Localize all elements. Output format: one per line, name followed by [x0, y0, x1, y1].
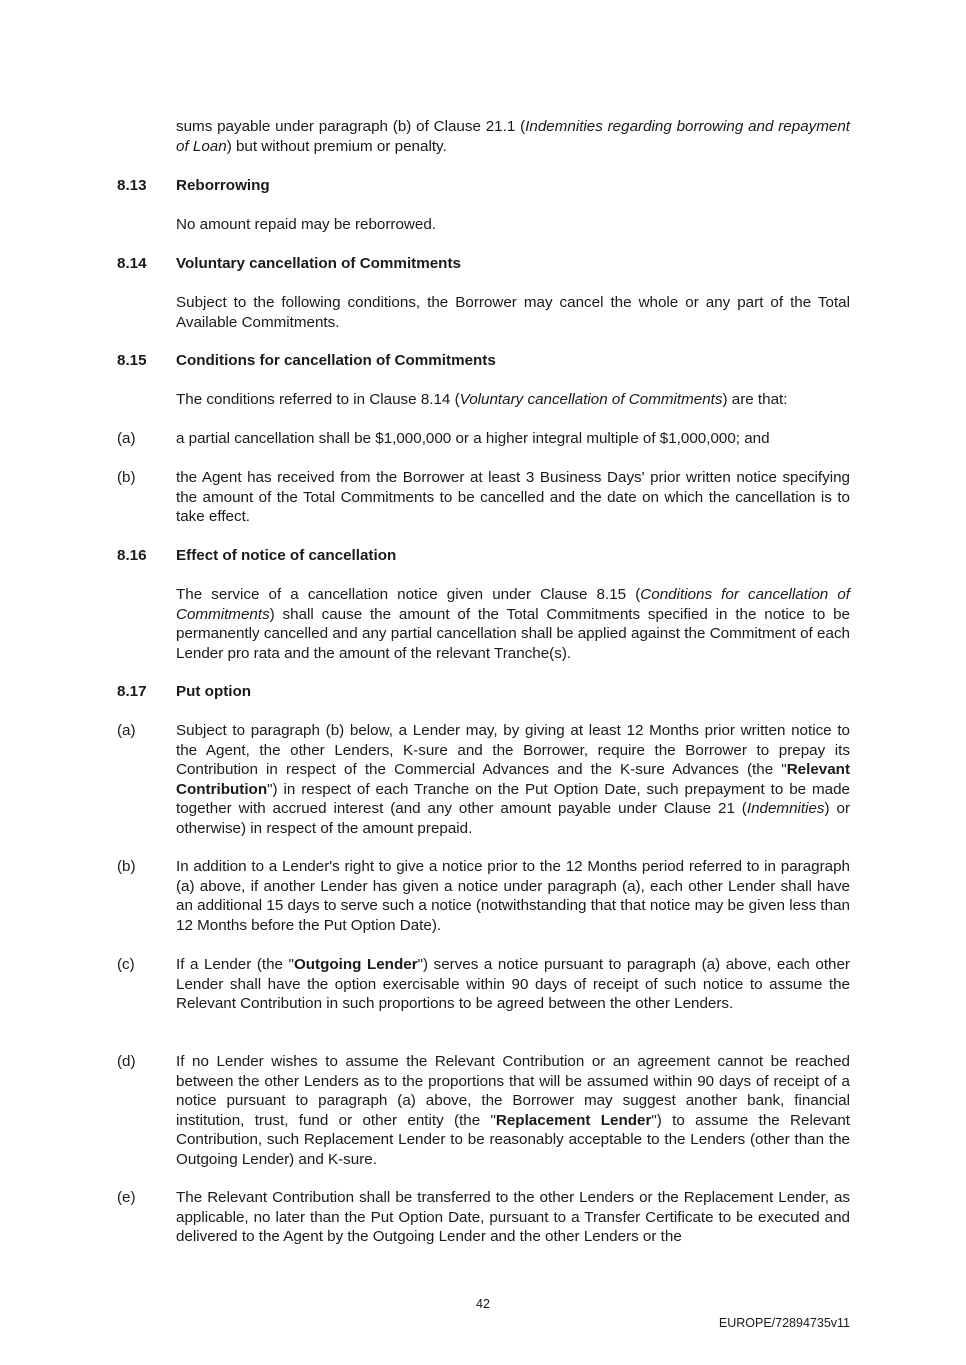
section-8-17-paragraph-e: The Relevant Contribution shall be transferred to the other Lenders or the Replacement Lender, as applicable, no later than the Put Option Date, pursuant to a Transfer Certificate to be executed and delivered to the Agent by the Outgoing Lender and the other Lenders or the	[176, 1189, 850, 1246]
section-heading-voluntary-cancellation: Voluntary cancellation of Commitments	[176, 255, 461, 272]
paragraph-label-d: (d)	[117, 1053, 136, 1070]
paragraph-label-b: (b)	[117, 858, 136, 875]
paragraph-label-c: (c)	[117, 956, 135, 973]
section-heading-conditions-cancellation: Conditions for cancellation of Commitments	[176, 352, 496, 369]
section-8-15-paragraph-a: a partial cancellation shall be $1,000,000 or a higher integral multiple of $1,000,000; and	[176, 430, 770, 447]
page-number: 42	[476, 1297, 490, 1311]
paragraph-label-e: (e)	[117, 1189, 136, 1206]
section-8-14-body: Subject to the following conditions, the Borrower may cancel the whole or any part of the Total Available Commitments.	[176, 294, 850, 331]
section-number-8-13: 8.13	[117, 177, 147, 194]
paragraph-label-a: (a)	[117, 722, 136, 739]
section-8-17-paragraph-a: Subject to paragraph (b) below, a Lender may, by giving at least 12 Months prior written notice to the Agent, the other Lenders, K-sure and the Borrower, require the Borrower to prepay its Contribution in respect of the Commercial Advances and the K-sure Advances (the "Relevant Contribution") in respect of each Tranche on the Put Option Date, such prepayment to be made together with accrued interest (and any other amount payable under Clause 21 (Indemnities) or otherwise) in respect of the amount prepaid.	[176, 722, 850, 837]
section-8-17-paragraph-c: If a Lender (the "Outgoing Lender") serves a notice pursuant to paragraph (a) above, each other Lender shall have the option exercisable within 90 days of receipt of such notice to assume the Relevant Contribution in such proportions to be agreed between the other Lenders.	[176, 956, 850, 1013]
section-8-17-paragraph-d: If no Lender wishes to assume the Relevant Contribution or an agreement cannot be reached between the other Lenders as to the proportions that will be assumed within 90 days of receipt of a notice pursuant to paragraph (a) above, the Borrower may suggest another bank, financial institution, trust, fund or other entity (the "Replacement Lender") to assume the Relevant Contribution, such Replacement Lender to be reasonably acceptable to the Lenders (other than the Outgoing Lender) and K-sure.	[176, 1053, 850, 1168]
section-heading-reborrowing: Reborrowing	[176, 177, 270, 194]
section-number-8-16: 8.16	[117, 547, 147, 564]
section-heading-effect-of-notice: Effect of notice of cancellation	[176, 547, 397, 564]
section-number-8-14: 8.14	[117, 255, 147, 272]
section-number-8-17: 8.17	[117, 683, 147, 700]
section-8-15-paragraph-b: the Agent has received from the Borrower at least 3 Business Days' prior written notice specifying the amount of the Total Commitments to be cancelled and the date on which the cancellation is to take effect.	[176, 469, 850, 526]
paragraph-label-a: (a)	[117, 430, 136, 447]
intro-paragraph: sums payable under paragraph (b) of Clause 21.1 (Indemnities regarding borrowing and repayment of Loan) but without premium or penalty.	[176, 118, 851, 155]
section-8-15-intro: The conditions referred to in Clause 8.14 (Voluntary cancellation of Commitments) are that:	[176, 391, 788, 408]
section-8-16-body: The service of a cancellation notice given under Clause 8.15 (Conditions for cancellation of Commitments) shall cause the amount of the Total Commitments specified in the notice to be permanently cancelled and any partial cancellation shall be applied against the Commitment of each Lender pro rata and the amount of the relevant Tranche(s).	[176, 586, 850, 662]
section-8-17-paragraph-b: In addition to a Lender's right to give a notice prior to the 12 Months period referred to in paragraph (a) above, if another Lender has given a notice under paragraph (a), each other Lender shall have an additional 15 days to serve such a notice (notwithstanding that that notice may be given less than 12 Months before the Put Option Date).	[176, 858, 850, 934]
section-8-13-body: No amount repaid may be reborrowed.	[176, 216, 437, 233]
document-reference: EUROPE/72894735v11	[718, 1316, 850, 1330]
section-number-8-15: 8.15	[117, 352, 147, 369]
section-heading-put-option: Put option	[176, 683, 252, 700]
paragraph-label-b: (b)	[117, 469, 136, 486]
